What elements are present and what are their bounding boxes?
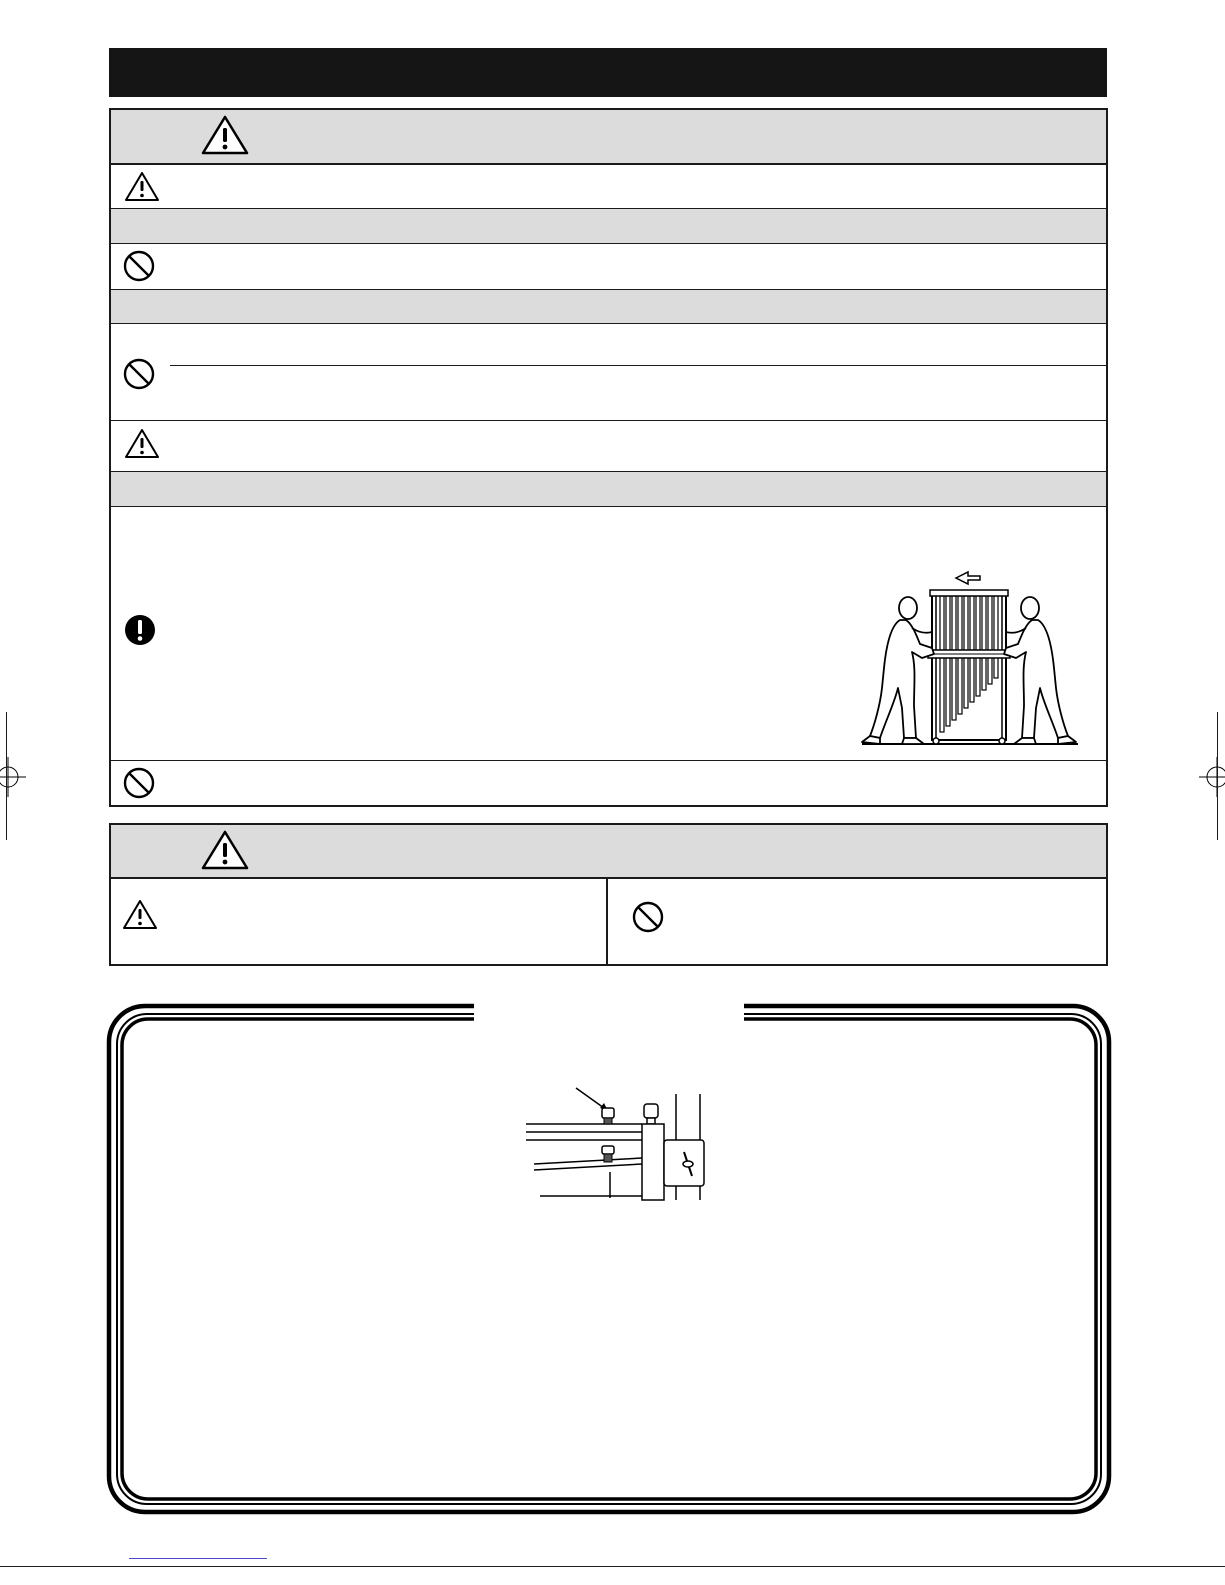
- divider: [111, 877, 1106, 879]
- info-panel-frame: [106, 1003, 1112, 1515]
- prohibited-circle-icon: [631, 900, 665, 934]
- divider: [111, 420, 1106, 421]
- info-panel-title: [474, 1004, 744, 1022]
- divider: [111, 243, 1106, 244]
- warning-header: [111, 110, 1106, 163]
- trim-line-left: [6, 712, 7, 840]
- inner-divider: [170, 365, 1106, 366]
- prohibited-circle-icon: [122, 357, 156, 391]
- warning-triangle-icon: [124, 171, 160, 203]
- divider: [111, 760, 1106, 761]
- column-divider: [606, 878, 608, 964]
- trim-line-right: [1217, 712, 1218, 840]
- section-header: [111, 209, 1106, 243]
- footer-link-underline: [129, 1558, 267, 1559]
- frame-bolt-illustration: [524, 1086, 710, 1202]
- warning-triangle-icon: [200, 114, 250, 156]
- registration-mark-right: [1185, 757, 1225, 797]
- warning-triangle-icon: [200, 829, 250, 871]
- prohibited-circle-icon: [122, 766, 156, 800]
- moving-instrument-illustration: [858, 568, 1080, 748]
- footer-trim-line: [0, 1566, 1225, 1567]
- divider: [111, 506, 1106, 507]
- caution-header: [111, 825, 1106, 877]
- warning-triangle-icon: [124, 428, 160, 460]
- mandatory-exclamation-icon: [124, 614, 156, 646]
- prohibited-circle-icon: [122, 249, 156, 283]
- warning-triangle-icon: [122, 899, 158, 931]
- divider: [111, 163, 1106, 165]
- section-header: [111, 472, 1106, 506]
- section-header: [111, 290, 1106, 323]
- divider: [111, 323, 1106, 324]
- title-bar: [109, 48, 1107, 97]
